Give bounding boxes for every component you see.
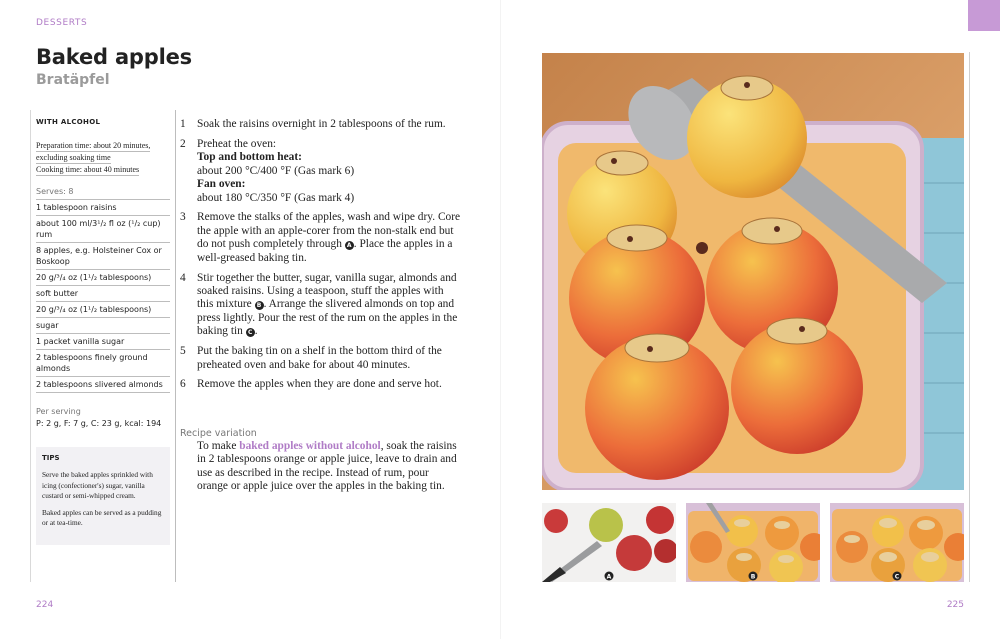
column-separator <box>175 110 176 582</box>
nutrition-values: P: 2 g, F: 7 g, C: 23 g, kcal: 194 <box>36 419 162 428</box>
top-heat-label: Top and bottom heat: <box>197 151 302 164</box>
fan-oven-value: about 180 °C/350 °F (Gas mark 4) <box>197 191 355 204</box>
recipe-title: Baked apples <box>36 45 192 69</box>
page-gutter <box>500 0 501 639</box>
step-text-part: Remove the stalks of the apples, wash and wipe dry. Core the apple with an apple-corer from the non-stalk end but do not push completely through <box>197 211 461 251</box>
recipe-info-column <box>36 118 170 428</box>
tips-box <box>36 447 170 545</box>
variation-text-part: To make <box>197 440 240 452</box>
step-text-part: Stir together the butter, sugar, vanilla sugar, almonds and soaked raisins. Using a teaspoon, stuff the apples with this mixture <box>197 271 457 311</box>
ingredient-item: soft butter <box>36 285 170 301</box>
photo-marker-a: A <box>345 241 354 250</box>
step-4 <box>180 272 462 339</box>
prep-line: Preparation time: about 20 minutes, <box>36 141 151 150</box>
photo-marker-c: C <box>246 328 255 337</box>
left-column-rule <box>30 110 31 582</box>
step-photo-c <box>830 503 964 582</box>
tips-heading: TIPS <box>42 454 60 462</box>
per-serving-label: Per serving <box>36 407 81 416</box>
step-number: 5 <box>180 345 186 358</box>
step-text <box>197 272 462 339</box>
step-text <box>197 138 462 205</box>
ingredient-item: 20 g/³/₄ oz (1¹/₂ tablespoons) <box>36 269 170 285</box>
thumb-label-b: B <box>750 573 756 581</box>
ingredient-item: 8 apples, e.g. Holsteiner Cox or Boskoop <box>36 242 170 269</box>
step-number: 1 <box>180 118 186 130</box>
variation-heading: Recipe variation <box>180 428 257 439</box>
step-text: Soak the raisins overnight in 2 tablespoons of the rum. <box>197 118 446 130</box>
ingredient-item: 1 tablespoon raisins <box>36 199 170 215</box>
prep-line: excluding soaking time <box>36 153 111 162</box>
step-text: Remove the apples when they are done and serve hot. <box>197 378 442 391</box>
step-2 <box>180 138 462 205</box>
alcohol-tag: WITH ALCOHOL <box>36 118 101 126</box>
ingredient-item: 2 tablespoons slivered almonds <box>36 376 170 393</box>
ingredient-item: 1 packet vanilla sugar <box>36 333 170 349</box>
page-number-left: 224 <box>36 600 54 610</box>
serves-label: Serves: 8 <box>36 187 74 196</box>
top-heat-value: about 200 °C/400 °F (Gas mark 6) <box>197 164 355 177</box>
step-6 <box>180 378 462 391</box>
prep-line: Cooking time: about 40 minutes <box>36 165 140 174</box>
variation-text-part: , soak the raisins in 2 tablespoons orange or apple juice, leave to drain and use as described in the recipe. Instead of rum, pour orange or apple juice over the apples in the baking tin. <box>197 440 457 493</box>
prep-times <box>36 140 170 176</box>
section-label: DESSERTS <box>36 18 88 28</box>
fan-oven-label: Fan oven: <box>197 178 246 191</box>
ingredient-item: 2 tablespoons finely ground almonds <box>36 349 170 376</box>
variation-highlight: baked apples without alcohol <box>239 440 381 452</box>
variation-text <box>197 440 462 494</box>
step-photo-a <box>542 503 676 582</box>
step-5 <box>180 345 462 372</box>
baked-apples-photo <box>542 53 964 490</box>
oven-lead: Preheat the oven: <box>197 137 277 150</box>
step-text-part: . Place the apples in a well-greased baking tin. <box>197 238 453 264</box>
thumb-label-c: C <box>894 573 900 581</box>
thumb-label-a: A <box>606 573 612 581</box>
chapter-tab <box>968 0 1000 31</box>
ingredient-item: 20 g/³/₄ oz (1¹/₂ tablespoons) <box>36 301 170 317</box>
method-steps <box>180 118 462 398</box>
step-number: 3 <box>180 211 186 224</box>
step-text <box>197 211 462 265</box>
tip-text: Baked apples can be served as a pudding or at tea-time. <box>42 507 162 527</box>
step-text-part: . <box>254 325 258 338</box>
step-number: 2 <box>180 137 186 150</box>
ingredients-list <box>36 199 170 393</box>
right-margin-rule <box>969 52 970 582</box>
step-number: 6 <box>180 378 186 391</box>
photo-marker-b: B <box>255 301 264 310</box>
recipe-subtitle: Bratäpfel <box>36 72 110 88</box>
step-3 <box>180 211 462 265</box>
ingredient-item: about 100 ml/3¹/₂ fl oz (¹/₂ cup) rum <box>36 215 170 242</box>
step-photo-b <box>686 503 820 582</box>
step-text-part: . Arrange the slivered almonds on top and press lightly. Pour the rest of the rum on the apples in the baking tin <box>197 298 458 338</box>
step-1 <box>180 118 462 131</box>
tip-text: Serve the baked apples sprinkled with icing (confectioner's) sugar, vanilla custard or semi-whipped cream. <box>42 470 153 500</box>
ingredient-item: sugar <box>36 317 170 333</box>
step-text: Put the baking tin on a shelf in the bottom third of the preheated oven and bake for about 40 minutes. <box>197 345 442 371</box>
page-number-right: 225 <box>946 600 964 610</box>
step-number: 4 <box>180 271 186 284</box>
